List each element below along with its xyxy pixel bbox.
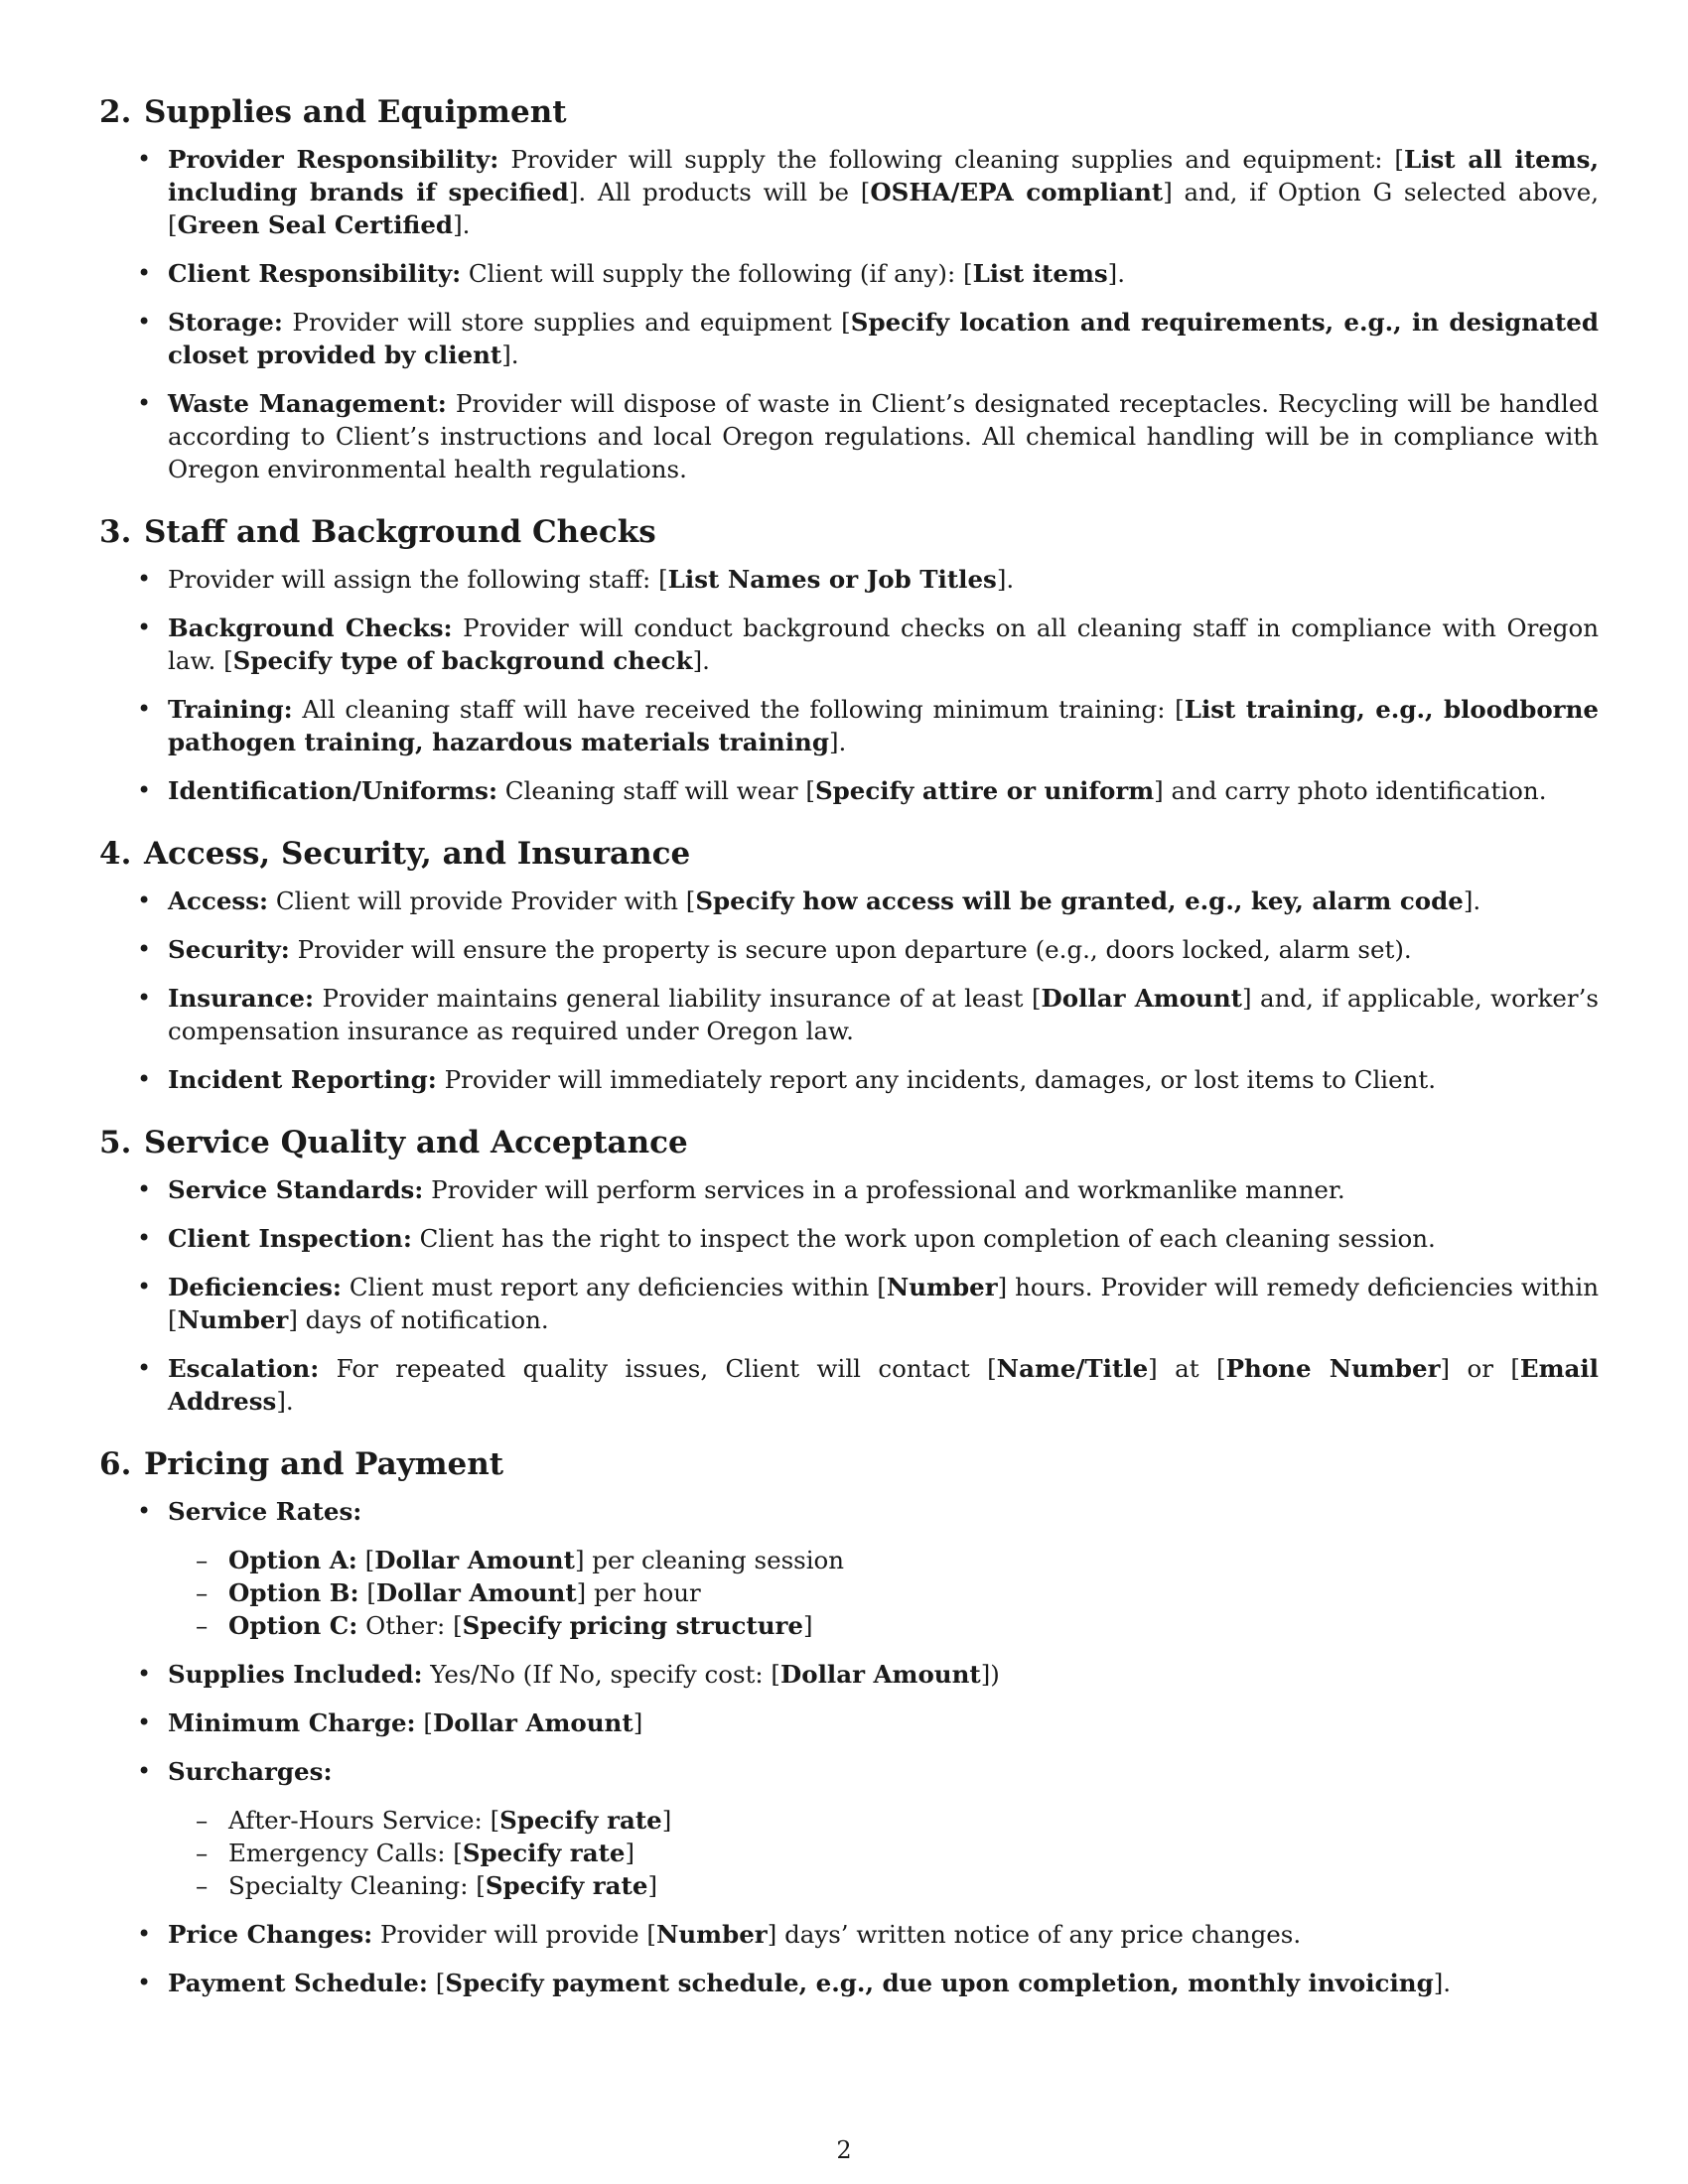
item-label: Deficiencies: (168, 1273, 342, 1301)
item-label: Client Responsibility: (168, 259, 462, 288)
section-heading (99, 1444, 1599, 1484)
item-label: Access: (168, 887, 269, 915)
section-heading (99, 512, 1599, 552)
item-text: ]. (1463, 887, 1481, 915)
bullet-icon: • (137, 1660, 152, 1688)
placeholder-field: Green Seal Certified (177, 210, 454, 239)
section (99, 92, 1599, 485)
bullet-icon: • (137, 1969, 152, 1996)
list-item (99, 933, 1599, 966)
item-text: ] per cleaning session (574, 1546, 845, 1574)
item-text: Provider will conduct background checks on all cleaning staff in compliance with Oregon law. [ (168, 614, 1599, 675)
item-label: Option C: (228, 1611, 358, 1640)
bullet-icon: • (137, 565, 152, 593)
item-label: Identification/Uniforms: (168, 776, 497, 805)
list-item (99, 1755, 1599, 1902)
list-item (99, 1967, 1599, 1999)
section-heading (99, 92, 1599, 132)
bullet-icon: • (137, 389, 152, 417)
item-label: Provider Responsibility: (168, 145, 499, 174)
item-text: ]. (828, 728, 847, 756)
list-item (99, 306, 1599, 371)
dash-icon: – (196, 1839, 209, 1867)
placeholder-field: Number (655, 1920, 768, 1949)
section (99, 1444, 1599, 1999)
item-text: [ (427, 1969, 446, 1997)
item-label: Security: (168, 935, 290, 964)
item-text: ] per hour (576, 1578, 701, 1607)
bullet-icon: • (137, 887, 152, 914)
item-text: ] days of notification. (288, 1305, 549, 1334)
list-item (99, 1173, 1599, 1206)
item-label: Option A: (228, 1546, 357, 1574)
item-text: After-Hours Service: [ (228, 1806, 500, 1835)
bullet-icon: • (137, 145, 152, 173)
page-number: 2 (836, 2136, 852, 2164)
list-item (99, 982, 1599, 1047)
item-text: ] at [ (1148, 1354, 1226, 1383)
list-item (99, 1352, 1599, 1418)
item-text: For repeated quality issues, Client will contact [ (319, 1354, 997, 1383)
item-text: Provider will provide [ (372, 1920, 656, 1949)
list-item (99, 693, 1599, 758)
item-text: ] and, if Option G selected above, [ (168, 178, 1599, 239)
item-text: Other: [ (357, 1611, 463, 1640)
item-text: [ (356, 1546, 375, 1574)
list-item (99, 612, 1599, 677)
list-item (99, 563, 1599, 596)
section-heading (99, 834, 1599, 874)
placeholder-field: List Names or Job Titles (667, 565, 997, 594)
item-text: ]. (1107, 259, 1126, 288)
bullet-icon: • (137, 614, 152, 641)
item-text: Provider will ensure the property is secure upon departure (e.g., doors locked, alarm set). (289, 935, 1412, 964)
placeholder-field: List all items, including brands if specified (168, 145, 1599, 206)
placeholder-field: OSHA/EPA compliant (870, 178, 1164, 206)
list-item (99, 774, 1599, 807)
placeholder-field: Dollar Amount (375, 1578, 577, 1607)
placeholder-field: Specify payment schedule, e.g., due upon completion, monthly invoicing (445, 1969, 1434, 1997)
item-text: Client will supply the following (if any): [ (461, 259, 973, 288)
bullet-icon: • (137, 1757, 152, 1785)
dash-icon: – (196, 1806, 209, 1835)
list-item (99, 387, 1599, 485)
section-title: Staff and Background Checks (144, 514, 656, 550)
item-text: Emergency Calls: [ (228, 1839, 463, 1867)
item-label: Service Standards: (168, 1175, 424, 1204)
placeholder-field: Email Address (168, 1354, 1599, 1416)
placeholder-field: Specify rate (485, 1871, 648, 1900)
list-item (99, 1918, 1599, 1951)
section-number: 4. (99, 836, 132, 872)
item-text: ]. (453, 210, 471, 239)
placeholder-field: Dollar Amount (432, 1708, 633, 1737)
list-item (99, 1658, 1599, 1691)
section-number: 6. (99, 1446, 132, 1482)
item-text: ] or [ (1440, 1354, 1520, 1383)
item-text: All cleaning staff will have received the following minimum training: [ (292, 695, 1185, 724)
bullet-icon: • (137, 1708, 152, 1736)
sub-list-item (168, 1804, 1599, 1837)
placeholder-field: List items (972, 259, 1108, 288)
item-label: Incident Reporting: (168, 1065, 437, 1094)
item-text: ] days’ written notice of any price changes. (767, 1920, 1302, 1949)
item-text: ] and, if applicable, worker’s compensation insurance as required under Oregon law. (168, 984, 1599, 1045)
bullet-list (99, 143, 1599, 485)
section-number: 2. (99, 94, 132, 130)
section-heading (99, 1123, 1599, 1162)
item-text: ] (803, 1611, 813, 1640)
list-item (99, 1706, 1599, 1739)
bullet-icon: • (137, 1497, 152, 1525)
list-item (99, 885, 1599, 917)
placeholder-field: Phone Number (1225, 1354, 1441, 1383)
item-label: Service Rates: (168, 1497, 362, 1526)
sub-list-item (168, 1544, 1599, 1576)
bullet-icon: • (137, 1354, 152, 1382)
bullet-icon: • (137, 308, 152, 336)
item-text: ] and carry photo identification. (1154, 776, 1547, 805)
item-text: Provider will store supplies and equipment [ (282, 308, 851, 337)
item-text: Provider maintains general liability insurance of at least [ (314, 984, 1042, 1013)
dash-icon: – (196, 1611, 209, 1640)
item-text: ] hours. Provider will remedy deficiencies within [ (168, 1273, 1599, 1334)
item-text: ] (633, 1708, 643, 1737)
item-label: Surcharges: (168, 1757, 333, 1786)
item-label: Background Checks: (168, 614, 453, 642)
item-text: ]. (276, 1387, 294, 1416)
bullet-icon: • (137, 1175, 152, 1203)
item-text: ]. (692, 646, 710, 675)
item-label: Storage: (168, 308, 283, 337)
placeholder-field: Specify how access will be granted, e.g., key, alarm code (695, 887, 1464, 915)
list-item (99, 1222, 1599, 1255)
dash-icon: – (196, 1578, 209, 1607)
placeholder-field: Specify attire or uniform (814, 776, 1155, 805)
dash-icon: – (196, 1546, 209, 1574)
section-number: 5. (99, 1125, 132, 1160)
item-text: Provider will perform services in a professional and workmanlike manner. (423, 1175, 1345, 1204)
item-label: Escalation: (168, 1354, 320, 1383)
item-label: Training: (168, 695, 293, 724)
sub-list-item (168, 1837, 1599, 1869)
item-text: ]. (996, 565, 1015, 594)
item-label: Payment Schedule: (168, 1969, 428, 1997)
item-text: Client will provide Provider with [ (268, 887, 696, 915)
item-text: Client must report any deficiencies within [ (341, 1273, 887, 1301)
item-label: Price Changes: (168, 1920, 373, 1949)
section-title: Service Quality and Acceptance (144, 1125, 688, 1160)
placeholder-field: Number (886, 1273, 998, 1301)
dash-icon: – (196, 1871, 209, 1900)
placeholder-field: Name/Title (996, 1354, 1149, 1383)
sub-list (168, 1804, 1599, 1902)
placeholder-field: Specify type of background check (232, 646, 693, 675)
list-item (99, 257, 1599, 290)
placeholder-field: Dollar Amount (374, 1546, 575, 1574)
item-text: ]. (501, 341, 519, 369)
item-label: Minimum Charge: (168, 1708, 416, 1737)
item-text: ]. (1433, 1969, 1452, 1997)
item-text: Specialty Cleaning: [ (228, 1871, 486, 1900)
item-text: Provider will dispose of waste in Client’s designated receptacles. Recycling will be handled according to Client’s instructions and local Oregon regulations. All chemical handling will be in compliance with Oregon environmental health regulations. (168, 389, 1599, 483)
item-text: Provider will supply the following cleaning supplies and equipment: [ (498, 145, 1404, 174)
list-item (99, 1063, 1599, 1096)
placeholder-field: Specify pricing structure (462, 1611, 803, 1640)
bullet-list (99, 1173, 1599, 1418)
item-label: Option B: (228, 1578, 359, 1607)
sub-list-item (168, 1869, 1599, 1902)
item-text: Client has the right to inspect the work upon completion of each cleaning session. (411, 1224, 1436, 1253)
section (99, 1123, 1599, 1418)
section-title: Access, Security, and Insurance (144, 836, 691, 872)
placeholder-field: Dollar Amount (780, 1660, 981, 1689)
placeholder-field: Specify location and requirements, e.g., in designated closet provided by client (168, 308, 1599, 369)
bullet-icon: • (137, 935, 152, 963)
sub-list (168, 1544, 1599, 1642)
bullet-list (99, 885, 1599, 1096)
section-title: Supplies and Equipment (144, 94, 567, 130)
bullet-icon: • (137, 776, 152, 804)
section (99, 834, 1599, 1096)
bullet-icon: • (137, 1065, 152, 1093)
bullet-icon: • (137, 1920, 152, 1948)
item-label: Supplies Included: (168, 1660, 423, 1689)
item-text: [ (415, 1708, 433, 1737)
placeholder-field: Dollar Amount (1041, 984, 1242, 1013)
section-number: 3. (99, 514, 132, 550)
placeholder-field: Number (177, 1305, 289, 1334)
item-text: Cleaning staff will wear [ (496, 776, 815, 805)
bullet-icon: • (137, 259, 152, 287)
placeholder-field: Specify rate (462, 1839, 626, 1867)
item-label: Client Inspection: (168, 1224, 412, 1253)
sub-list-item (168, 1609, 1599, 1642)
bullet-icon: • (137, 1224, 152, 1252)
bullet-list (99, 1495, 1599, 1999)
item-text: ]. All products will be [ (568, 178, 871, 206)
item-text: Yes/No (If No, specify cost: [ (422, 1660, 780, 1689)
list-item (99, 1271, 1599, 1336)
section-title: Pricing and Payment (144, 1446, 504, 1482)
item-label: Waste Management: (168, 389, 447, 418)
item-text: ]) (980, 1660, 1000, 1689)
bullet-icon: • (137, 984, 152, 1012)
item-label: Insurance: (168, 984, 315, 1013)
item-text: ] (661, 1806, 672, 1835)
placeholder-field: List training, e.g., bloodborne pathogen training, hazardous materials training (168, 695, 1599, 756)
item-text: Provider will immediately report any incidents, damages, or lost items to Client. (436, 1065, 1437, 1094)
item-text: ] (647, 1871, 658, 1900)
item-text: ] (625, 1839, 635, 1867)
list-item (99, 1495, 1599, 1642)
bullet-icon: • (137, 695, 152, 723)
document-body (99, 92, 1599, 2026)
list-item (99, 143, 1599, 241)
item-text: Provider will assign the following staff: [ (168, 565, 668, 594)
bullet-icon: • (137, 1273, 152, 1300)
bullet-list (99, 563, 1599, 807)
sub-list-item (168, 1576, 1599, 1609)
section (99, 512, 1599, 807)
placeholder-field: Specify rate (499, 1806, 662, 1835)
item-text: [ (358, 1578, 376, 1607)
